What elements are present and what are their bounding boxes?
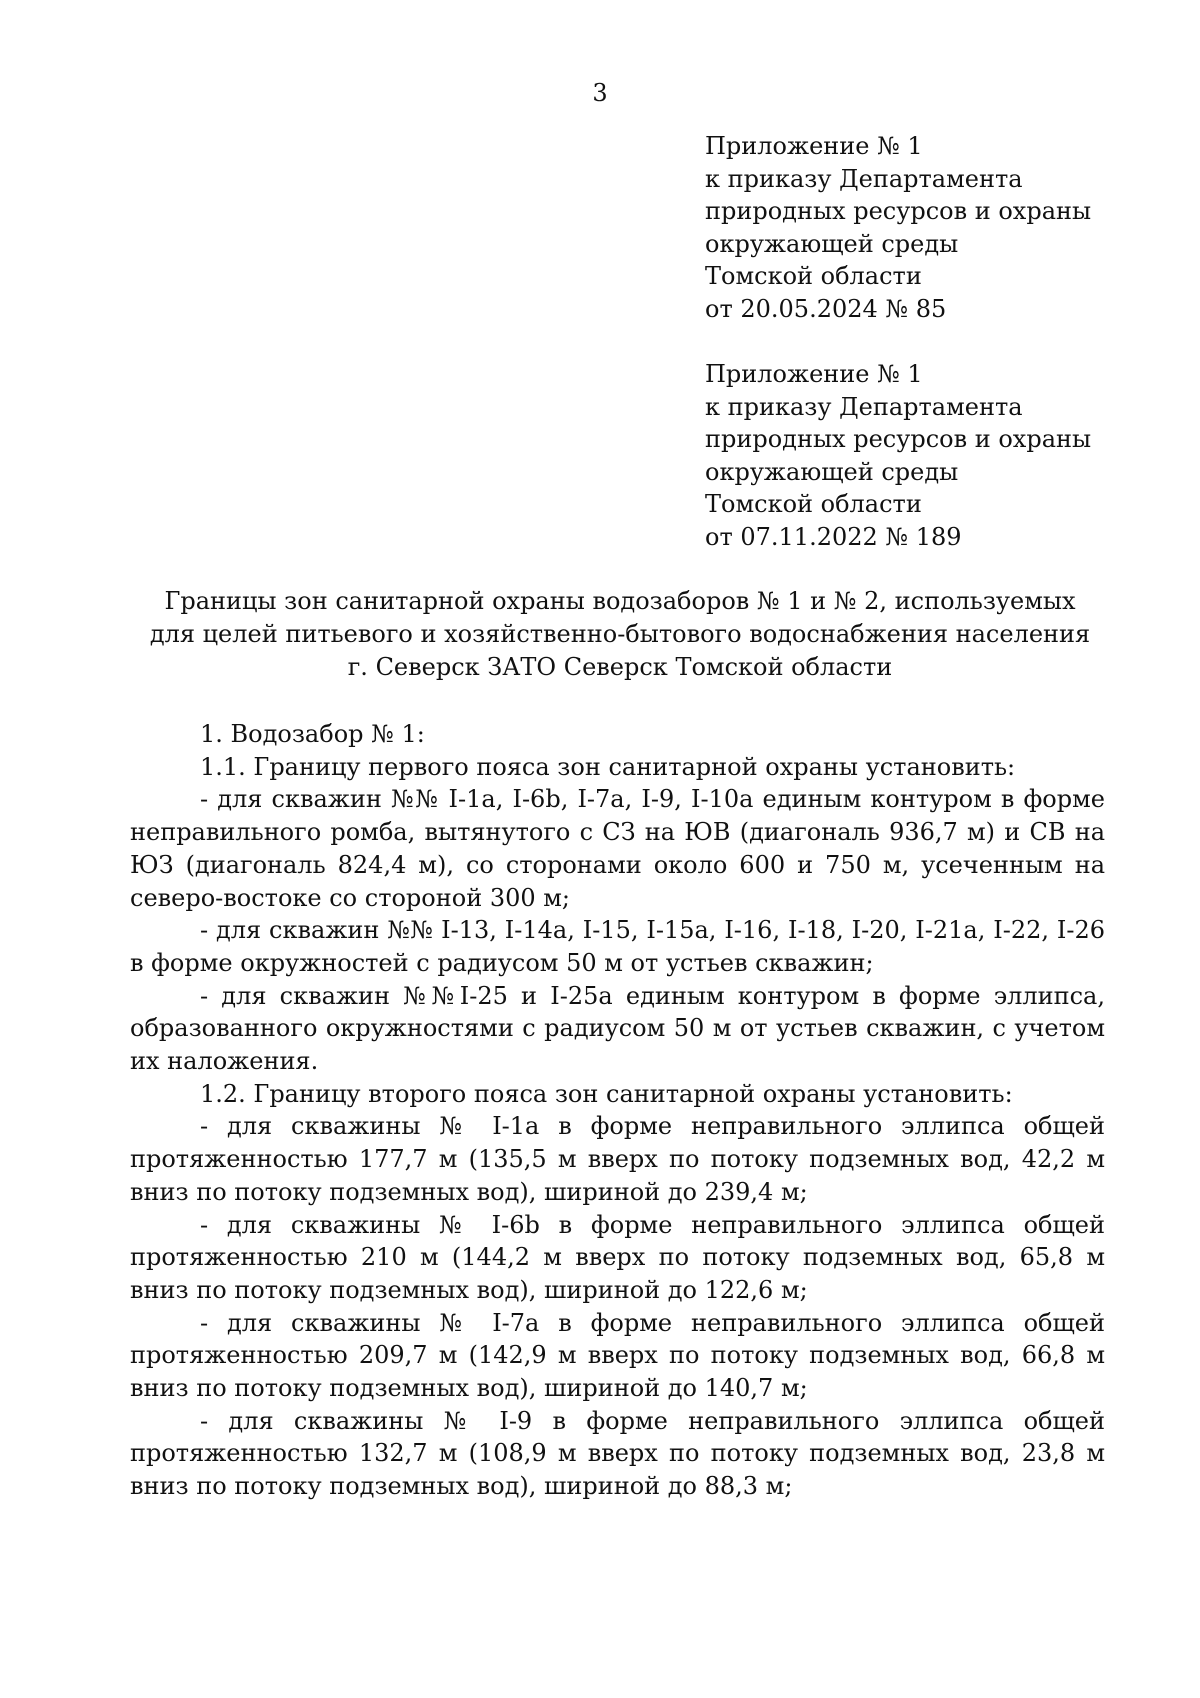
appendix-line: природных ресурсов и охраны <box>705 425 1092 453</box>
appendix-line: Томской области <box>705 262 922 290</box>
document-body <box>130 718 1105 1503</box>
list-paragraph: - для скважины № I-6b в форме неправильного эллипса общей протяженностью 210 м (144,2 м вверх по потоку подземных вод, 65,8 м вниз по потоку подземных вод), шириной до 122,6 м; <box>130 1210 1105 1304</box>
appendix-line: Приложение № 1 <box>705 360 923 388</box>
appendix-date-number: от 07.11.2022 № 189 <box>705 522 962 551</box>
appendix-header-current <box>705 130 1175 325</box>
appendix-line: природных ресурсов и охраны <box>705 197 1092 225</box>
list-paragraph: - для скважины № I-7а в форме неправильного эллипса общей протяженностью 209,7 м (142,9 м вверх по потоку подземных вод, 66,8 м вниз по потоку подземных вод), шириной до 140,7 м; <box>130 1308 1105 1403</box>
list-paragraph: - для скважины № I-9 в форме неправильного эллипса общей протяженностью 132,7 м (108,9 м вверх по потоку подземных вод, 23,8 м вниз по потоку подземных вод), шириной до 88,3 м; <box>130 1406 1105 1501</box>
title-line: Границы зон санитарной охраны водозаборов № 1 и № 2, используемых <box>164 587 1076 615</box>
title-line: для целей питьевого и хозяйственно-бытового водоснабжения населения <box>149 620 1091 648</box>
appendix-header-original <box>705 358 1175 553</box>
appendix-line: к приказу Департамента <box>705 392 1023 421</box>
section-heading: 1. Водозабор № 1: <box>200 720 425 748</box>
title-line: г. Северск ЗАТО Северск Томской области <box>347 653 893 681</box>
page-number: 3 <box>592 79 608 107</box>
appendix-line: к приказу Департамента <box>705 164 1023 193</box>
document-title <box>130 585 1110 684</box>
list-paragraph: - для скважин №№ I-13, I-14а, I-15, I-15а, I-16, I-18, I-20, I-21а, I-22, I-26 в форме окружностей с радиусом 50 м от устьев скважин; <box>130 916 1106 977</box>
appendix-line: окружающей среды <box>705 229 959 258</box>
appendix-line: Приложение № 1 <box>705 132 923 160</box>
list-paragraph: - для скважины № I-1а в форме неправильного эллипса общей протяженностью 177,7 м (135,5 м вверх по потоку подземных вод, 42,2 м вниз по потоку подземных вод), шириной до 239,4 м; <box>130 1112 1105 1206</box>
appendix-line: окружающей среды <box>705 457 959 486</box>
appendix-date-number: от 20.05.2024 № 85 <box>705 294 947 323</box>
list-paragraph: - для скважин №№ I-1а, I-6b, I-7а, I-9, I-10а единым контуром в форме неправильного ромба, вытянутого с СЗ на ЮВ (диагональ 936,7 м) и СВ на ЮЗ (диагональ 824,4 м), со сторонами около 600 и 750 м, усеченным на северо-востоке со стороной 300 м; <box>130 785 1105 912</box>
subsection-heading: 1.1. Границу первого пояса зон санитарной охраны установить: <box>200 752 1016 781</box>
appendix-line: Томской области <box>705 490 922 518</box>
list-paragraph: - для скважин №№I-25 и I-25а единым контуром в форме эллипса, образованного окружностями с радиусом 50 м от устьев скважин, с учетом их наложения. <box>130 981 1105 1076</box>
subsection-heading: 1.2. Границу второго пояса зон санитарной охраны установить: <box>200 1079 1013 1108</box>
